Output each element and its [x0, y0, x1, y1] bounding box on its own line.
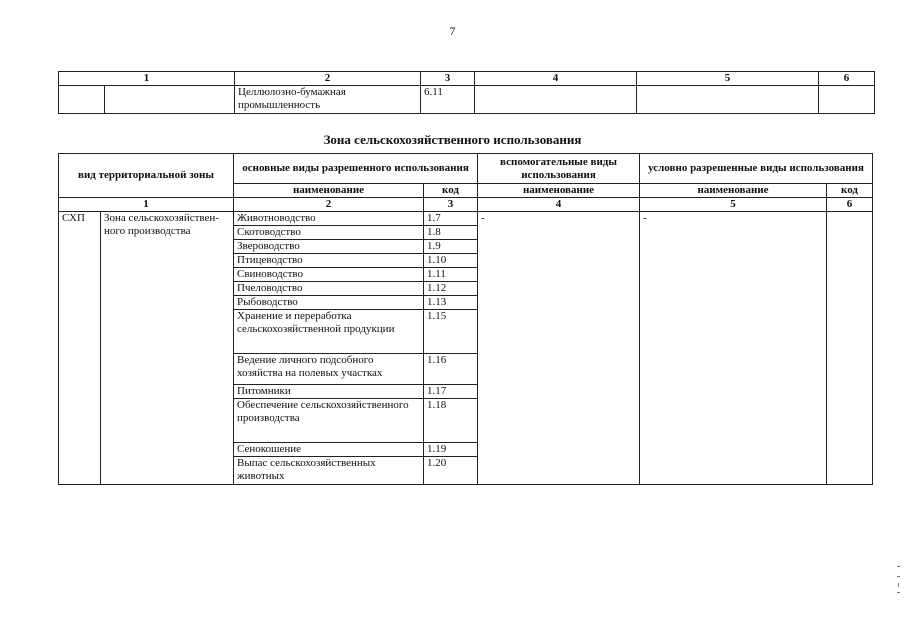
column-number-row: [59, 72, 875, 86]
column-number: 5: [640, 198, 827, 212]
conditional-use-value: -: [640, 212, 827, 485]
use-name: Звероводство: [234, 240, 424, 254]
use-name: Скотоводство: [234, 226, 424, 240]
use-name: Питомники: [234, 385, 424, 399]
use-name: Обеспечение сельскохозяйственного производства: [234, 399, 424, 443]
use-name: Выпас сельскохозяйственных животных: [234, 457, 424, 485]
zone-code: СХП: [59, 212, 101, 485]
use-code: 1.7: [424, 212, 478, 226]
use-code: 1.10: [424, 254, 478, 268]
use-code: 1.12: [424, 282, 478, 296]
use-code: 1.8: [424, 226, 478, 240]
name-subheader: наименование: [478, 184, 640, 198]
zone-table: [58, 153, 873, 485]
use-code: 6.11: [421, 86, 475, 114]
continuation-table: [58, 71, 875, 114]
use-code: 1.16: [424, 354, 478, 385]
use-name: Рыбоводство: [234, 296, 424, 310]
empty-cell: [105, 86, 235, 114]
main-uses-header: основные виды разрешенного использования: [234, 154, 478, 184]
scan-artifact: [897, 592, 900, 593]
name-subheader: наименование: [234, 184, 424, 198]
use-name: Животноводство: [234, 212, 424, 226]
column-number: 2: [234, 198, 424, 212]
use-code: 1.20: [424, 457, 478, 485]
zone-name: Зона сельскохозяйствен-ного производства: [101, 212, 234, 485]
name-subheader: наименование: [640, 184, 827, 198]
scan-artifact: [898, 583, 899, 587]
column-number: 4: [475, 72, 637, 86]
scan-artifact: [897, 566, 900, 567]
auxiliary-use-value: -: [478, 212, 640, 485]
zone-type-header: вид территориальной зоны: [59, 154, 234, 198]
column-number-row: [59, 198, 873, 212]
empty-cell: [59, 86, 105, 114]
conditional-uses-header: условно разрешенные виды использования: [640, 154, 873, 184]
use-code: 1.17: [424, 385, 478, 399]
code-subheader: код: [424, 184, 478, 198]
header-row: [59, 154, 873, 184]
column-number: 6: [819, 72, 875, 86]
use-code: 1.9: [424, 240, 478, 254]
use-code: 1.18: [424, 399, 478, 443]
use-name: Сенокошение: [234, 443, 424, 457]
use-name: Ведение личного подсобного хозяйства на полевых участках: [234, 354, 424, 385]
zone-title: Зона сельскохозяйственного использования: [323, 132, 582, 147]
table-row: [59, 212, 873, 226]
main-rows: [59, 212, 873, 485]
page-number: 7: [449, 24, 456, 38]
conditional-code-cell: [827, 212, 873, 485]
column-number: 6: [827, 198, 873, 212]
empty-cell: [637, 86, 819, 114]
auxiliary-uses-header: вспомогательные виды использования: [478, 154, 640, 184]
use-name: Птицеводство: [234, 254, 424, 268]
use-name: Хранение и переработка сельскохозяйственной продукции: [234, 310, 424, 354]
scan-artifact: [897, 576, 900, 577]
empty-cell: [819, 86, 875, 114]
use-code: 1.11: [424, 268, 478, 282]
column-number: 1: [59, 72, 235, 86]
use-name: Пчеловодство: [234, 282, 424, 296]
column-number: 2: [235, 72, 421, 86]
column-number: 3: [424, 198, 478, 212]
use-name: Свиноводство: [234, 268, 424, 282]
use-name: Целлюлозно-бумажная промышленность: [235, 86, 421, 114]
use-code: 1.19: [424, 443, 478, 457]
column-number: 4: [478, 198, 640, 212]
column-number: 5: [637, 72, 819, 86]
table-row: [59, 86, 875, 114]
use-code: 1.15: [424, 310, 478, 354]
column-number: 3: [421, 72, 475, 86]
empty-cell: [475, 86, 637, 114]
code-subheader: код: [827, 184, 873, 198]
column-number: 1: [59, 198, 234, 212]
use-code: 1.13: [424, 296, 478, 310]
